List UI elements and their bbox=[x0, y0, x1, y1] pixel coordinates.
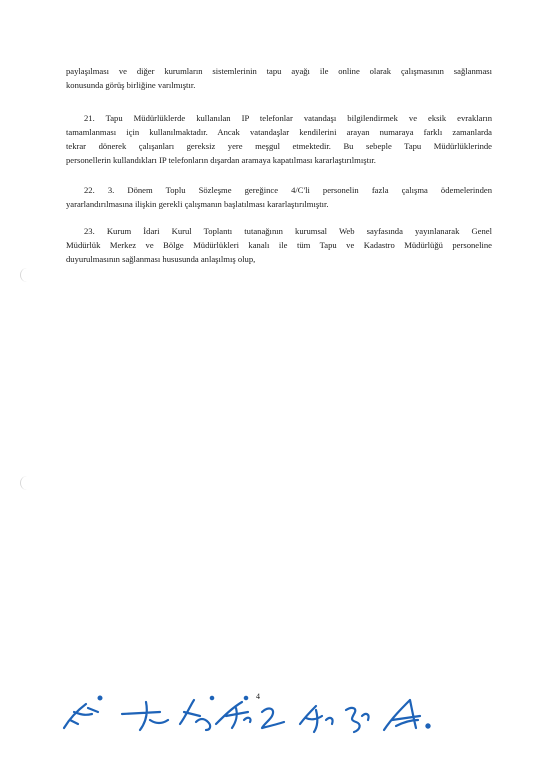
text-line: tamamlanması için kullanılmaktadır. Ancak vatandaşlar kendilerini arayan numaraya farklı zamanlarda bbox=[66, 127, 492, 137]
text-line: 21. Tapu Müdürlüklerde kullanılan IP telefonlar vatandaşı bilgilendirmek ve eksik evrakların bbox=[84, 113, 492, 123]
text-line: duyurulmasının sağlanması hususunda anlaşılmış olup, bbox=[66, 254, 256, 264]
scan-mark bbox=[20, 268, 27, 282]
text-line: 22. 3. Dönem Toplu Sözleşme gereğince 4/C'li personelin fazla çalışma ödemelerinden bbox=[84, 185, 492, 195]
signature-5 bbox=[262, 709, 284, 728]
text-line: yararlandırılmasına ilişkin gerekli çalışmanın başlatılması kararlaştırılmıştır. bbox=[66, 199, 329, 209]
signature-3 bbox=[180, 697, 213, 730]
signatures bbox=[0, 690, 543, 750]
paragraph-21 bbox=[66, 111, 492, 167]
signature-7 bbox=[346, 708, 369, 732]
text-line: personellerin kullandıkları IP telefonların dışardan aramaya kapatılması kararlaştırılmıştır. bbox=[66, 155, 376, 165]
paragraph-22 bbox=[66, 183, 492, 211]
scan-mark bbox=[20, 476, 27, 490]
text-line: konusunda görüş birliğine varılmıştır. bbox=[66, 80, 196, 90]
text-line: paylaşılması ve diğer kurumların sistemlerinin tapu ayağı ile online olarak çalışmasının sağlanması bbox=[66, 66, 492, 76]
text-line: Müdürlük Merkez ve Bölge Müdürlükleri kanalı ile tüm Tapu ve Kadastro Müdürlüğü personeline bbox=[66, 240, 492, 250]
signature-2 bbox=[122, 702, 168, 730]
text-line: tekrar dönerek çalışanları gereksiz yere meşgul etmektedir. Bu sebeple Tapu Müdürlüklerinde bbox=[66, 141, 492, 151]
signature-6 bbox=[300, 706, 333, 732]
paragraph-continuation bbox=[66, 64, 492, 92]
signature-4 bbox=[216, 697, 251, 728]
page-number: 4 bbox=[256, 692, 260, 701]
paragraph-23 bbox=[66, 224, 492, 266]
signature-8 bbox=[384, 700, 430, 730]
text-line: 23. Kurum İdari Kurul Toplantı tutanağının kurumsal Web sayfasında yayınlanarak Genel bbox=[84, 226, 492, 236]
signature-1 bbox=[64, 697, 101, 728]
